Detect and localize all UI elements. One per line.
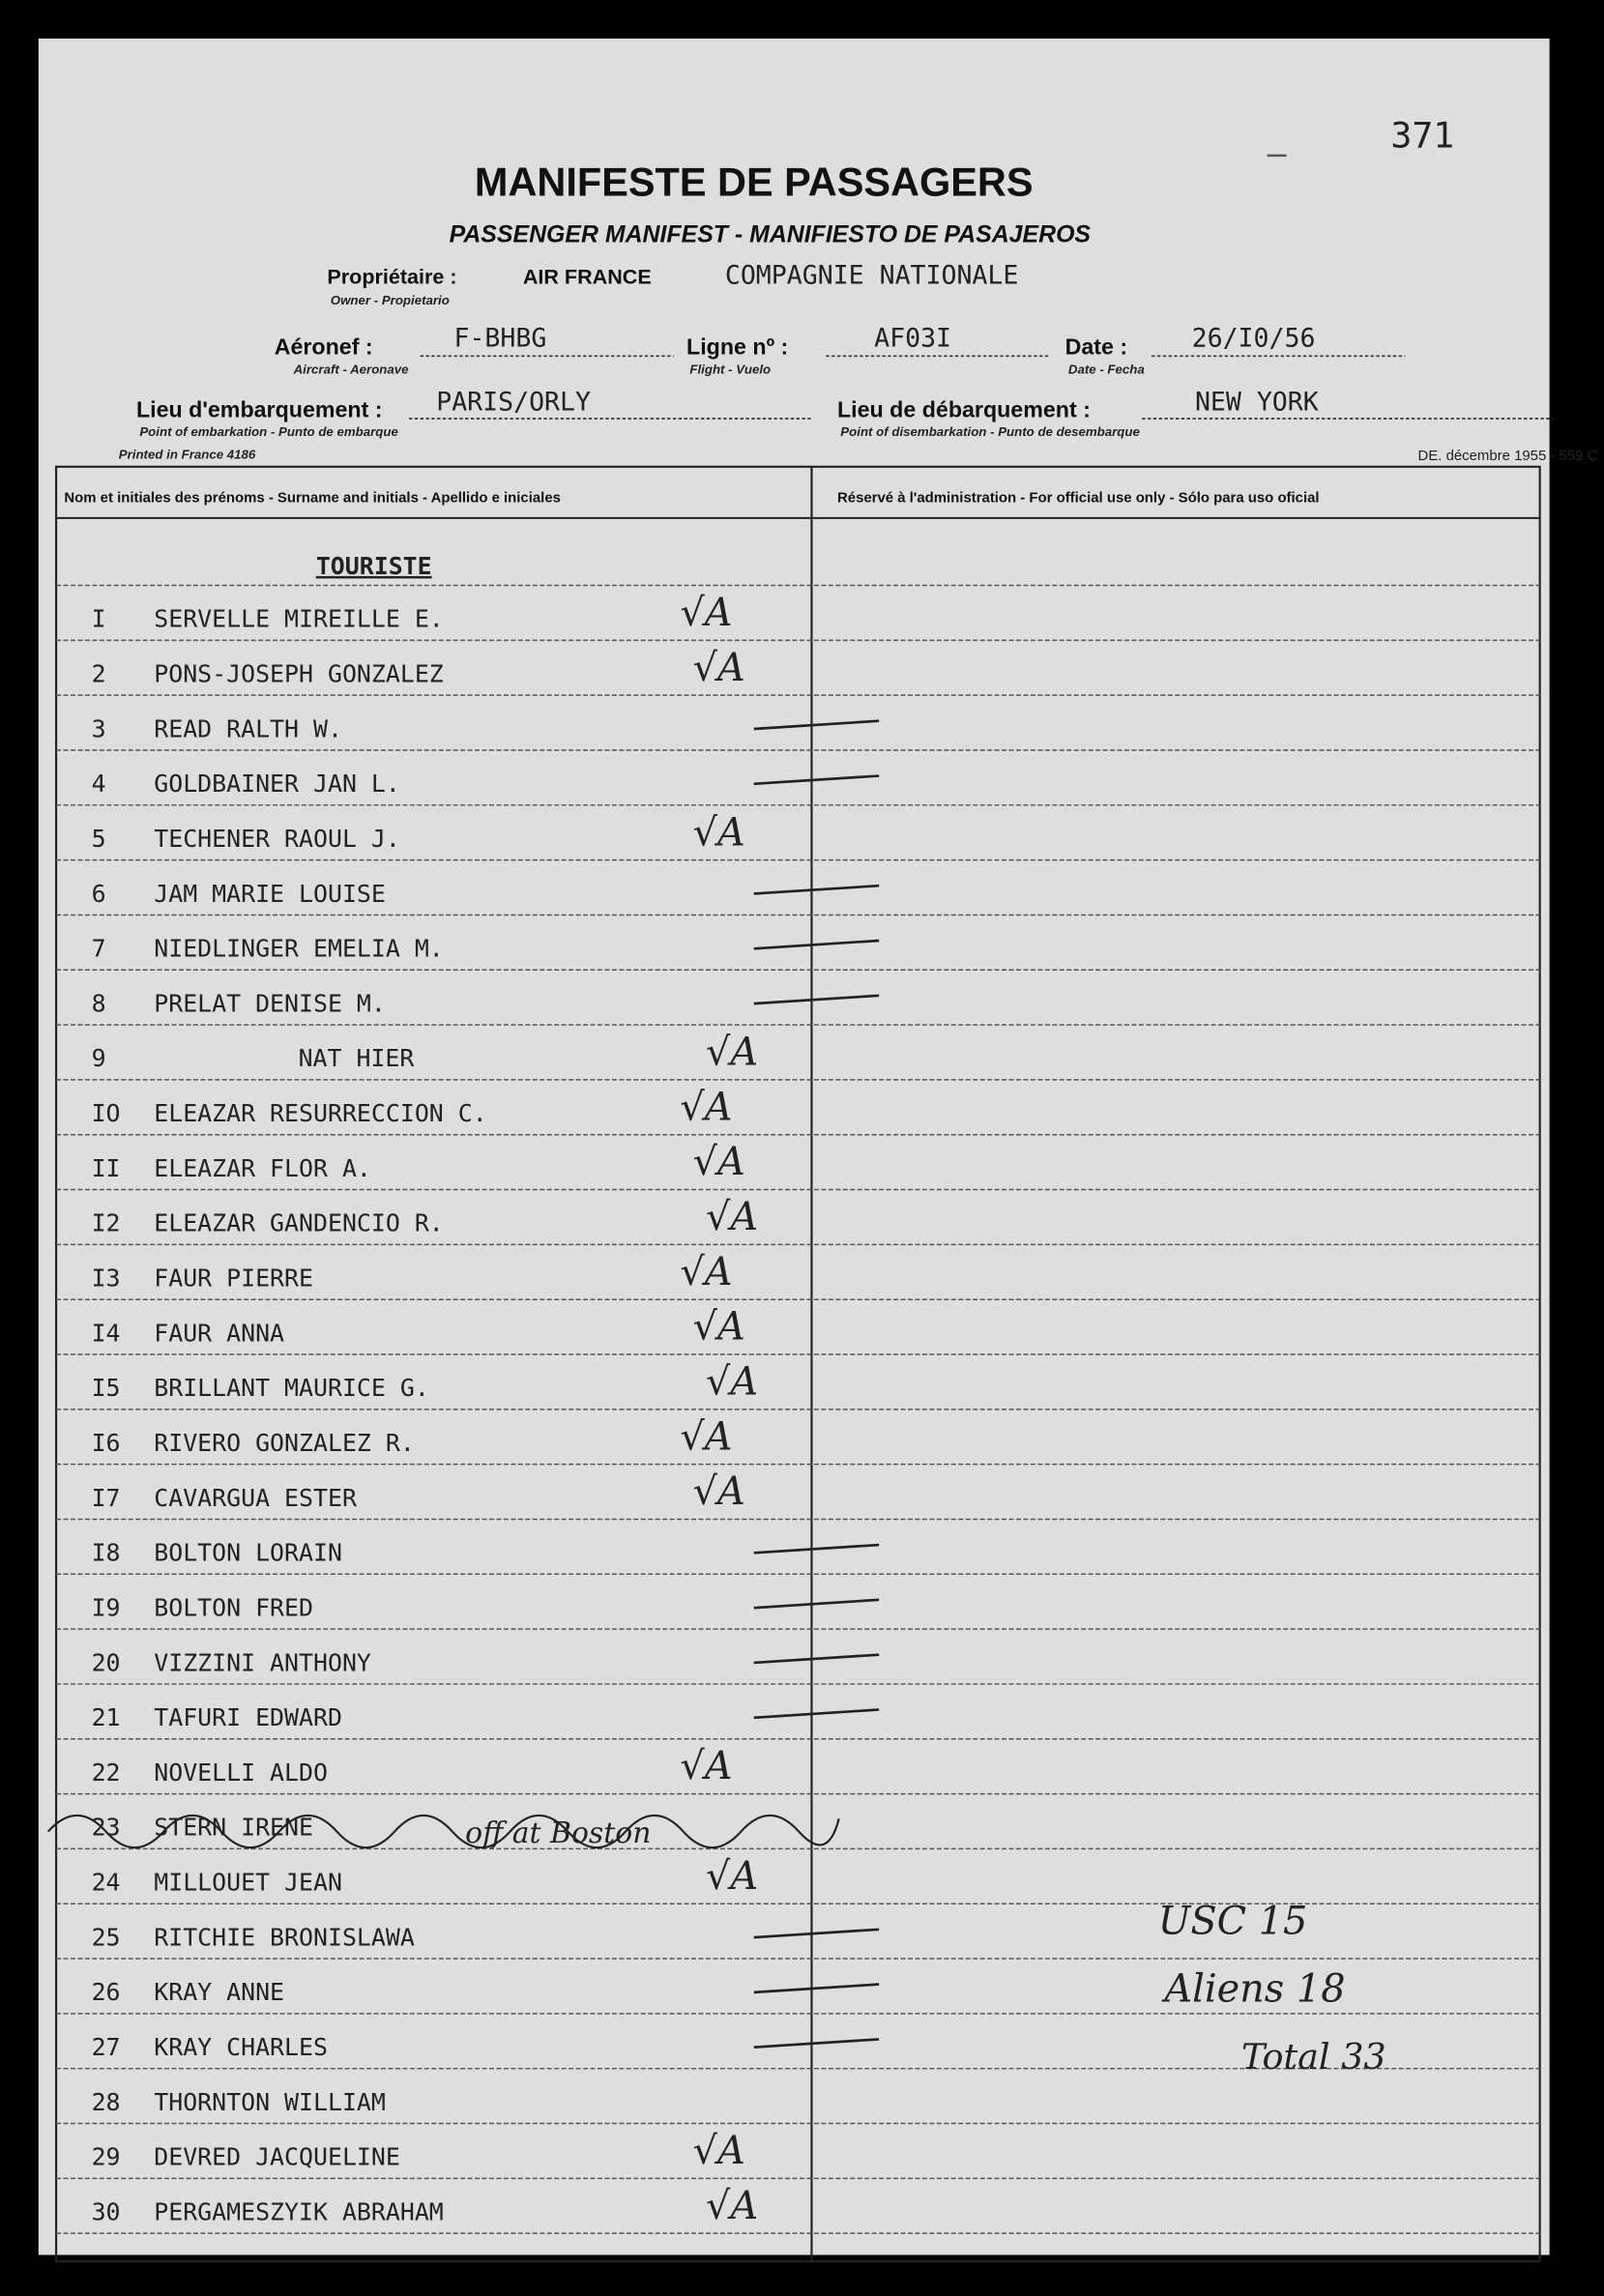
embark-value: PARIS/ORLY [436, 387, 591, 418]
row-number: I2 [91, 1208, 121, 1237]
row-number: I3 [91, 1264, 121, 1293]
passenger-name: FAUR ANNA [154, 1319, 285, 1348]
row-number: 6 [91, 879, 106, 908]
owner-label: Propriétaire : [327, 264, 457, 289]
row-23-note: off at Boston [465, 1816, 652, 1851]
check-mark: √A [680, 1085, 733, 1130]
disembark-label: Lieu de débarquement : [836, 396, 1091, 422]
row-number: 25 [91, 1923, 121, 1952]
row-number: 9 [91, 1044, 106, 1073]
passenger-name: NOVELLI ALDO [154, 1758, 328, 1787]
passenger-name: JAM MARIE LOUISE [154, 879, 386, 908]
passenger-name: GOLDBAINER JAN L. [154, 770, 400, 799]
passenger-name: KRAY ANNE [154, 1978, 285, 2007]
tally-aliens: Aliens 18 [1164, 1966, 1346, 2012]
date-label: Date : [1064, 334, 1128, 360]
passenger-name: VIZZINI ANTHONY [154, 1648, 371, 1677]
row-number: 3 [91, 714, 106, 743]
row-number: 21 [91, 1703, 121, 1732]
passenger-name: TECHENER RAOUL J. [154, 824, 400, 853]
owner-printed: AIR FRANCE [522, 264, 652, 289]
owner-typed: COMPAGNIE NATIONALE [724, 260, 1019, 291]
aircraft-label: Aéronef : [274, 334, 373, 360]
passenger-name: RIVERO GONZALEZ R. [154, 1428, 415, 1457]
table-row [92, 1978, 284, 2006]
row-number: 22 [91, 1758, 121, 1787]
date-value: 26/I0/56 [1191, 323, 1316, 354]
col-header-left: Nom et initiales des prénoms - Surname and initials - Apellido e iniciales [64, 489, 561, 507]
flight-label: Ligne nº : [686, 334, 789, 360]
passenger-name: FAUR PIERRE [154, 1264, 314, 1293]
check-mark: √A [692, 1469, 745, 1515]
passenger-name: ELEAZAR FLOR A. [154, 1153, 371, 1182]
form-code: DE. décembre 1955 - 559 C [1417, 448, 1598, 465]
row-number: I6 [91, 1428, 121, 1457]
check-mark: √A [680, 1249, 733, 1294]
passenger-name: BOLTON LORAIN [154, 1538, 342, 1567]
check-mark: √A [692, 1304, 745, 1350]
row-number: II [91, 1153, 121, 1182]
check-mark: √A [705, 1030, 759, 1075]
passenger-name: NAT HIER [298, 1044, 415, 1073]
manifest-subtitle: PASSENGER MANIFEST - MANIFIESTO DE PASAJEROS [449, 220, 1092, 248]
passenger-name: STERN IRENE [154, 1813, 314, 1842]
redacted-surname [154, 1044, 282, 1073]
passenger-name: BRILLANT MAURICE G. [154, 1374, 429, 1403]
disembark-sublabel: Point of disembarkation - Punto de desembarque [840, 424, 1140, 440]
passenger-name: ELEAZAR GANDENCIO R. [154, 1208, 444, 1237]
owner-sublabel: Owner - Propietario [330, 293, 450, 308]
check-mark: √A [692, 2128, 745, 2173]
passenger-name: PERGAMESZYIK ABRAHAM [154, 2197, 444, 2226]
col-header-right: Réservé à l'administration - For official use only - Sólo para uso oficial [836, 489, 1320, 507]
tally-total: Total 33 [1241, 2036, 1386, 2078]
check-mark: √A [705, 2183, 759, 2228]
row-number: 24 [91, 1868, 121, 1897]
row-number: I [91, 604, 106, 633]
tally-usc: USC 15 [1157, 1899, 1308, 1944]
check-mark: √A [692, 645, 745, 690]
row-number: IO [91, 1099, 121, 1128]
row-number: 27 [91, 2032, 121, 2061]
row-number: 2 [91, 659, 106, 688]
check-mark: √A [705, 1359, 759, 1405]
passenger-name: KRAY CHARLES [154, 2032, 328, 2061]
passenger-name: CAVARGUA ESTER [154, 1483, 357, 1512]
passenger-name: DEVRED JACQUELINE [154, 2142, 400, 2171]
check-mark: √A [705, 1195, 759, 1240]
manifest-title: MANIFESTE DE PASSAGERS [474, 159, 1034, 205]
row-number: I9 [91, 1593, 121, 1622]
aircraft-sublabel: Aircraft - Aeronave [293, 362, 409, 377]
check-mark: √A [680, 1414, 733, 1460]
check-mark: √A [680, 1744, 733, 1789]
date-sublabel: Date - Fecha [1067, 362, 1145, 377]
row-number: 4 [91, 770, 106, 799]
row-number: I7 [91, 1483, 121, 1512]
passenger-name: MILLOUET JEAN [154, 1868, 342, 1897]
printed-in: Printed in France 4186 [118, 447, 256, 462]
row-number: 20 [91, 1648, 121, 1677]
embark-label: Lieu d'embarquement : [136, 396, 383, 422]
row-number: 5 [91, 824, 106, 853]
check-mark: √A [680, 591, 733, 636]
passenger-name: RITCHIE BRONISLAWA [154, 1923, 415, 1952]
row-number: I8 [91, 1538, 121, 1567]
row-number: I4 [91, 1319, 121, 1348]
row-number: 30 [91, 2197, 121, 2226]
passenger-name: ELEAZAR RESURRECCION C. [154, 1099, 487, 1128]
row-number: 29 [91, 2142, 121, 2171]
flight-sublabel: Flight - Vuelo [689, 362, 772, 377]
passenger-name: PRELAT DENISE M. [154, 989, 386, 1018]
flight-value: AF03I [874, 323, 952, 354]
aircraft-value: F-BHBG [453, 323, 547, 354]
disembark-value: NEW YORK [1194, 387, 1319, 418]
check-mark: √A [705, 1853, 759, 1899]
passenger-name: TAFURI EDWARD [154, 1703, 342, 1732]
row-number: I5 [91, 1374, 121, 1403]
section-touriste: TOURISTE [315, 551, 432, 580]
row-number: 7 [91, 934, 106, 963]
check-mark: √A [692, 1140, 745, 1185]
embark-sublabel: Point of embarkation - Punto de embarque [139, 424, 398, 440]
passenger-name: THORNTON WILLIAM [154, 2087, 386, 2116]
passenger-name: NIEDLINGER EMELIA M. [154, 934, 444, 963]
row-number: 28 [91, 2087, 121, 2116]
passenger-name: PONS-JOSEPH GONZALEZ [154, 659, 444, 688]
row-number: 23 [91, 1813, 121, 1842]
passenger-name: READ RALTH W. [154, 714, 342, 743]
passenger-name: SERVELLE MIREILLE E. [154, 604, 444, 633]
row-number: 26 [91, 1978, 121, 2007]
page-number: 371 [1390, 114, 1455, 157]
row-number: 8 [91, 989, 106, 1018]
check-mark: √A [692, 810, 745, 856]
passenger-name: BOLTON FRED [154, 1593, 314, 1622]
